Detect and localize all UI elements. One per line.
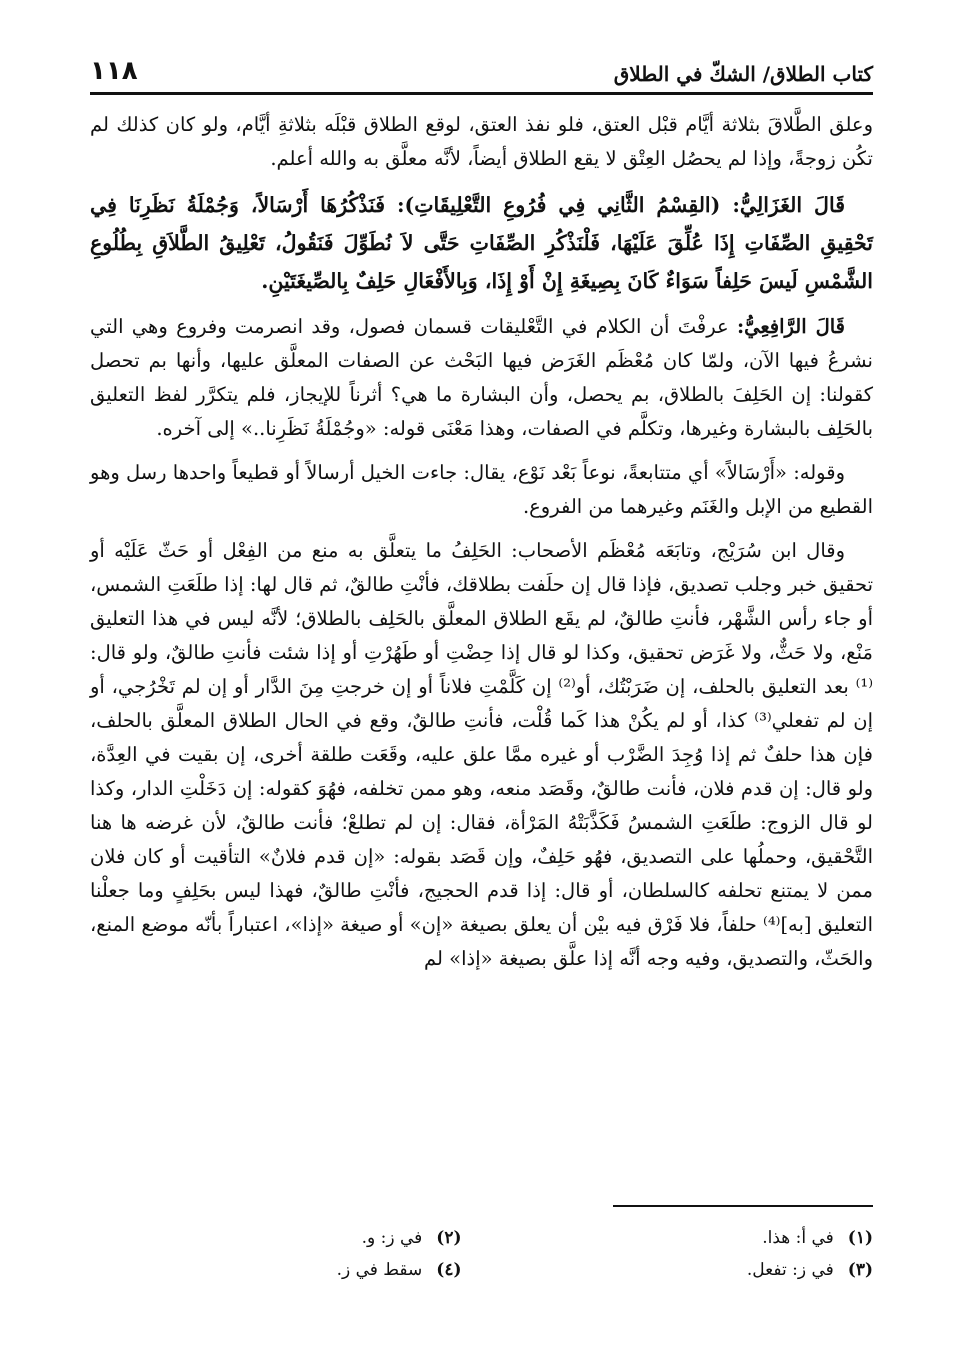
- footnotes: [90, 1222, 873, 1286]
- footnote-4: [90, 1254, 462, 1286]
- sharh-text: عرفْتَ أن الكلام في التَّعْليقات قسمان فصول، وقد انصرمت وفروع وهي التي نشرعُ فيها الآن، ولمّا كان مُعْظَم الغَرَض فيها البَحْث عن الصفات المعلَّق عليها، وأنها بم تحصل كقولنا: إن الحَلِفَ بالطلاق، بم يحصل، وأن البشارة ما هي؟ أثرناً للإيجاز، فلم يتكرَّر لفظ التعليق بالحَلِف بالبشارة وغيرها، وتكلَّم في الصفات، وهذا مَعْنَى قوله: «وجُمْلَةُ نَظَرِنا..» إلى آخره.: [90, 315, 873, 440]
- footnote-text: في ز: و.: [361, 1228, 423, 1248]
- body-text: [90, 108, 873, 986]
- footnote-1: [502, 1222, 874, 1254]
- page-header: [90, 46, 873, 95]
- footnote-separator: [613, 1205, 873, 1207]
- running-title: كتاب الطلاق/ الشكّ في الطلاق: [613, 62, 873, 86]
- footnote-number: (٤): [436, 1260, 462, 1280]
- matn-paragraph: [90, 186, 873, 300]
- matn-speaker: قَالَ الغَزَالِيُّ:: [732, 193, 845, 217]
- paragraph-5: وقال ابن سُرَيْج، وتابَعَه مُعْظَم الأصحاب: الحَلِفُ ما يتعلَّق به منع من الفِعْل أو حَثّ عَلَيْه أو تحقيق خبر وجلب تصديق، فإذا قال إن حلَفت بطلاقك، فأنْتِ طالقٌ، ثم قال لها: إذا طلَعَتِ الشمس، أو جاء رأس الشَّهْر، فأنتِ طالقٌ، لم يقَع الطلاق المعلَّق بالحَلِف بالطلاق؛ لأنَّه ليس في هذا التعليق مَنْع، ولا حَثٌّ، ولا غَرَض تحقيق، وكذا لو قال إذا حِضْتِ أو طَهُرْتِ أو إذا شئت فأنتِ طالقٌ، ولو قال:⁽¹⁾ بعد التعليق بالحلف، إن ضَرَبْتُك، أو⁽²⁾ إن كَلَّمْتِ فلاناً أو إن خرجتِ مِنَ الدَّار أو إن لم تَخْرُجي، أو إن لم تفعلي⁽³⁾ كذا، أو لم يكُنْ هذا كَما قُلْت، فأنتِ طالقٌ، وقع في الحال الطلاق المعلَّق بالحلف، فإن هذا حلفٌ ثم إذا وُجِدَ الضَّرْب أو غيره ممَّا علق عليه، وقَعَت طلقة أخرى، إن بقيت في العِدَّة، ولو قال: إن قدم فلان، فأنت طالقٌ، وقَصَد منعه، وهو ممن تخلفه، فهُوَ كقوله: إن دَخَلْتِ الدار، وكذا لو قال الزوج: طلَعَتِ الشمسُ فَكَذَّبَتْهُ المَرْأة، فقال: إن لم تطلعْ؛ فأنت طالقٌ، لأن غرضه ها هنا التَّحْقيق، وحملُها على التصديق، فهُو حَلِفٌ، وإن قَصَد بقوله: «إن قدم فلانٌ» التأقيت أو كان فلان ممن لا يمتنع تحلفه كالسلطان، أو قال: إذا قدم الحجيج، فأنْتِ طالقٌ، فهذا ليس بحَلِفٍ وما جعلْنا التعليق [به]⁽⁴⁾ حلفاً، فلا فَرْق فيه بيْن أن يعلق بصيغة «إن» أو صيغة «إذا»، اعتباراً بأنّه موضع المنع، والحَثّ، والتصديق، وفيه وجه أنَّه إذا علَّق بصيغة «إذا» لم: [89, 539, 873, 970]
- sharh-paragraph: [90, 310, 873, 446]
- footnote-text: في ز: تفعل.: [746, 1260, 834, 1280]
- footnote-number: (٣): [847, 1260, 873, 1280]
- matn-text: (القِسْمُ الثَّانِي فِي فُرُوعِ التَّعْلِيقَاتِ): فَنَذْكُرُهَا أَرْسَالاً، وَجُمْلَةُ نَظَرِنَا فِي تَحْقِيقِ الصِّفَاتِ إِذَا عُلِّقَ عَلَيْهَا، فَلْنَذْكُرِ الصِّفَاتِ حَتَّى لاَ نُطَوِّلَ فَنَقُولُ، تَعْلِيقُ الطَّلاَقِ بِطُلُوعِ الشَّمْسِ لَيسَ حَلِفاً سَوَاءٌ كَانَ بِصِيغَةِ إِنْ أَوْ إِذَا، وَبِالأَفْعَالِ حَلِفٌ بِالصِّيغَتَيْنِ.: [90, 193, 873, 293]
- footnote-number: (٢): [436, 1228, 462, 1248]
- paragraph-1: وعلق الطَّلاقَ بثلاثة أيَّام قبْل العتق، فلو نفذ العتق، لوقع الطلاق قبْلَه بثلاثةِ أيَّام، ولو كان كذلك لم تكُن زوجةً، وإذا لم يحصُل العِتْق لا يقع الطلاق أيضاً، لأنَّه معلَّق به والله أعلم.: [90, 113, 873, 170]
- page-number: ١١٨: [90, 56, 138, 86]
- sharh-speaker: قَالَ الرَّافِعِيُّ:: [736, 315, 845, 338]
- footnote-text: في أ: هذا.: [762, 1228, 834, 1248]
- paragraph-4: وقوله: «أَرْسَالاً» أي متتابعةً، نوعاً بَعْد نَوْع، يقال: جاءت الخيل أرسالاً أو قطيعاً واحدها رسل وهو القطيع من الإبل والغَنَم وغيرهما من الفروع.: [90, 461, 873, 518]
- footnote-number: (١): [847, 1228, 873, 1248]
- footnote-2: [90, 1222, 462, 1254]
- footnote-3: [502, 1254, 874, 1286]
- footnote-text: سقط في ز.: [336, 1260, 423, 1280]
